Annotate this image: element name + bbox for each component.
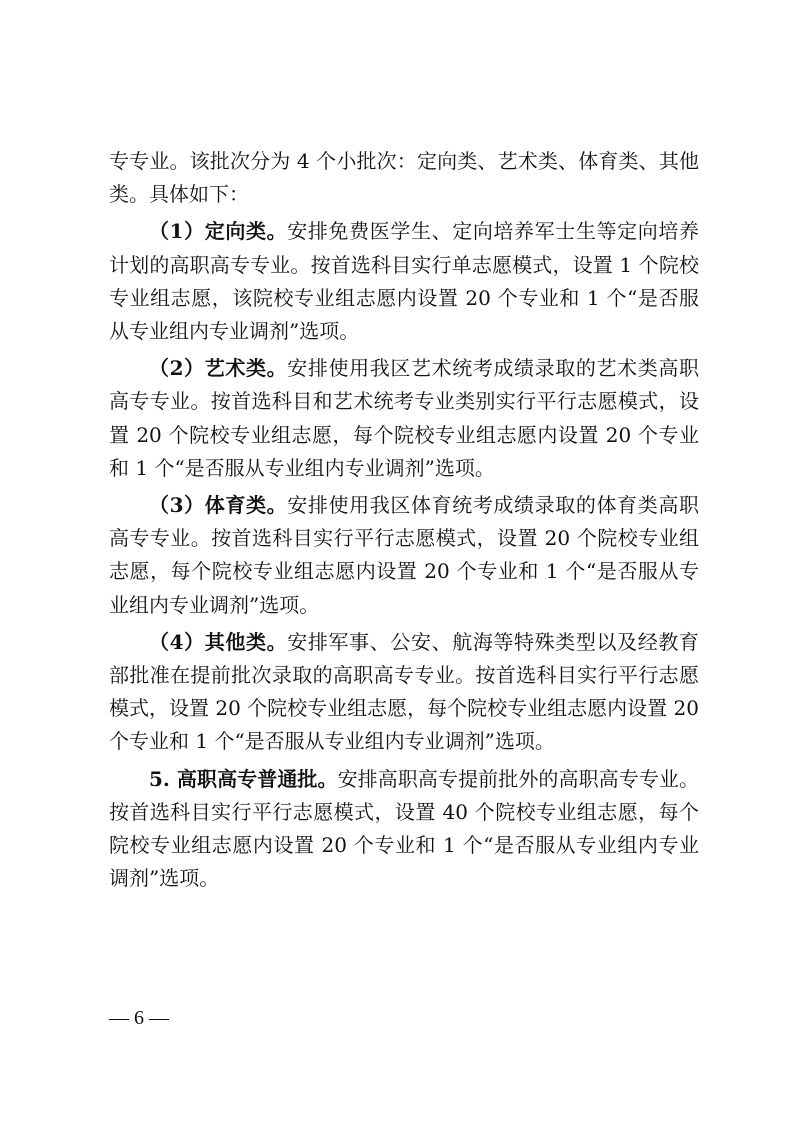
paragraph-text: 安排使用我区艺术统考成绩录取的艺术类高职高专专业。按首选科目和艺术统考专业类别实行平行志愿模式，设置 20 个院校专业组志愿，每个院校专业组志愿内设置 20 个专业和 1 个“是否服从专业组内专业调剂”选项。 <box>109 356 699 480</box>
paragraph-lead: （4）其他类。 <box>149 629 288 654</box>
paragraph-text: 安排军事、公安、航海等特殊类型以及经教育部批准在提前批次录取的高职高专专业。按首选科目实行平行志愿模式，设置 20 个院校专业组志愿，每个院校专业组志愿内设置 20 个专业和 1 个“是否服从专业组内专业调剂”选项。 <box>109 629 699 754</box>
paragraph-lead: （1）定向类。 <box>149 219 288 244</box>
paragraph-text: 安排高职高专提前批外的高职高专专业。按首选科目实行平行志愿模式，设置 40 个院校专业组志愿，每个院校专业组志愿内设置 20 个专业和 1 个“是否服从专业组内专业调剂”选项。 <box>109 766 700 891</box>
paragraph-lead: （2）艺术类。 <box>149 356 288 381</box>
paragraph-other <box>109 626 699 759</box>
paragraph-general-batch <box>109 763 699 896</box>
paragraph-text: 专专业。该批次分为 4 个小批次：定向类、艺术类、体育类、其他类。具体如下： <box>109 149 699 207</box>
paragraph-text: 安排免费医学生、定向培养军士生等定向培养计划的高职高专专业。按首选科目实行单志愿模式，设置 1 个院校专业组志愿，该院校专业组志愿内设置 20 个专业和 1 个“是否服从专业组内专业调剂”选项。 <box>109 219 699 344</box>
document-body <box>109 145 699 895</box>
paragraph-directed <box>109 215 699 348</box>
paragraph-text: 安排使用我区体育统考成绩录取的体育类高职高专专业。按首选科目实行平行志愿模式，设置 20 个院校专业组志愿，每个院校专业组志愿内设置 20 个专业和 1 个“是否服从专业组内专业调剂”选项。 <box>109 493 699 617</box>
paragraph-intro <box>109 145 699 211</box>
paragraph-lead: （3）体育类。 <box>149 493 288 518</box>
page-number: — 6 — <box>109 1007 169 1029</box>
paragraph-sports <box>109 489 699 622</box>
paragraph-lead: 5. 高职高专普通批。 <box>149 766 338 791</box>
paragraph-arts <box>109 352 699 485</box>
